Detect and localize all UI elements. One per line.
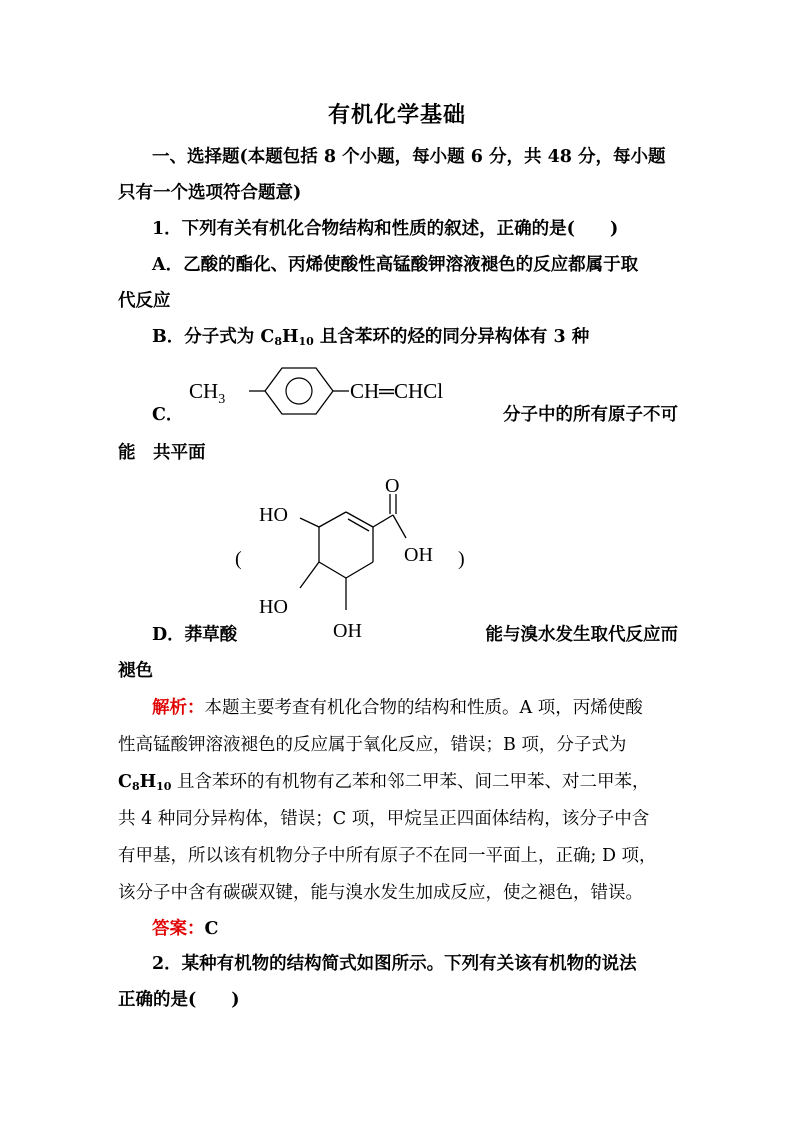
analysis-line-4: 共 4 种同分异构体，错误；C 项，甲烷呈正四面体结构，该分子中含	[118, 809, 650, 829]
svg-text:): )	[458, 548, 465, 570]
hydroxyl-label-3: OH	[333, 620, 362, 642]
option-a-cont: 代反应	[118, 291, 171, 311]
section-heading-cont: 只有一个选项符合题意)	[118, 183, 302, 203]
page-title: 有机化学基础	[327, 102, 466, 128]
carbonyl-o-label: O	[385, 475, 400, 497]
svg-text:(: (	[235, 548, 242, 570]
hydroxyl-label-2: HO	[259, 596, 288, 618]
analysis-line-5: 有甲基，所以该有机物分子中所有原子不在同一平面上，正确; D 项，	[118, 846, 657, 866]
option-c-cont: 能 共平面	[118, 443, 206, 463]
option-b: B．分子式为 $C_8H_{10}$ 且含苯环的烃的同分异构体有 3 种	[152, 327, 590, 348]
structure-vinyl-label: CH═CHCl	[350, 379, 444, 403]
structure-ch3-label: $CH_3$	[189, 379, 226, 407]
analysis-line-2: 性高锰酸钾溶液褪色的反应属于氧化反应，错误；B 项，分子式为	[118, 735, 627, 755]
answer-value: C	[204, 919, 219, 939]
question-1-stem: 1．下列有关有机化合物结构和性质的叙述，正确的是( )	[152, 219, 619, 239]
analysis-line-1: 解析：本题主要考查有机化合物的结构和性质。A 项，丙烯使酸	[152, 698, 643, 718]
analysis-line-6: 该分子中含有碳碳双键，能与溴水发生加成反应，使之褪色，错误。	[118, 883, 643, 903]
answer-label: 答案：	[152, 919, 205, 939]
option-c: C． 分子中的所有原子不可	[152, 405, 678, 425]
option-d: D．莽草酸 能与溴水发生取代反应而	[152, 625, 678, 645]
option-d-structure	[228, 470, 478, 645]
answer-line	[152, 918, 678, 940]
analysis-line-3: $C_8H_{10}$ 且含苯环的有机物有乙苯和邻二甲苯、间二甲苯、对二甲苯，	[118, 772, 650, 793]
question-2-stem: 2．某种有机物的结构简式如图所示。下列有关该有机物的说法	[152, 954, 637, 974]
carboxyl-oh-label: OH	[404, 544, 433, 566]
analysis-label: 解析：	[152, 698, 205, 718]
section-heading: 一、选择题(本题包括 8 个小题，每小题 6 分，共 48 分，每小题	[152, 147, 666, 167]
option-a: A．乙酸的酯化、丙烯使酸性高锰酸钾溶液褪色的反应都属于取	[152, 255, 639, 275]
hydroxyl-label-1: HO	[259, 504, 288, 526]
question-2-stem-cont: 正确的是( )	[118, 990, 240, 1010]
option-d-cont: 褪色	[118, 661, 153, 681]
